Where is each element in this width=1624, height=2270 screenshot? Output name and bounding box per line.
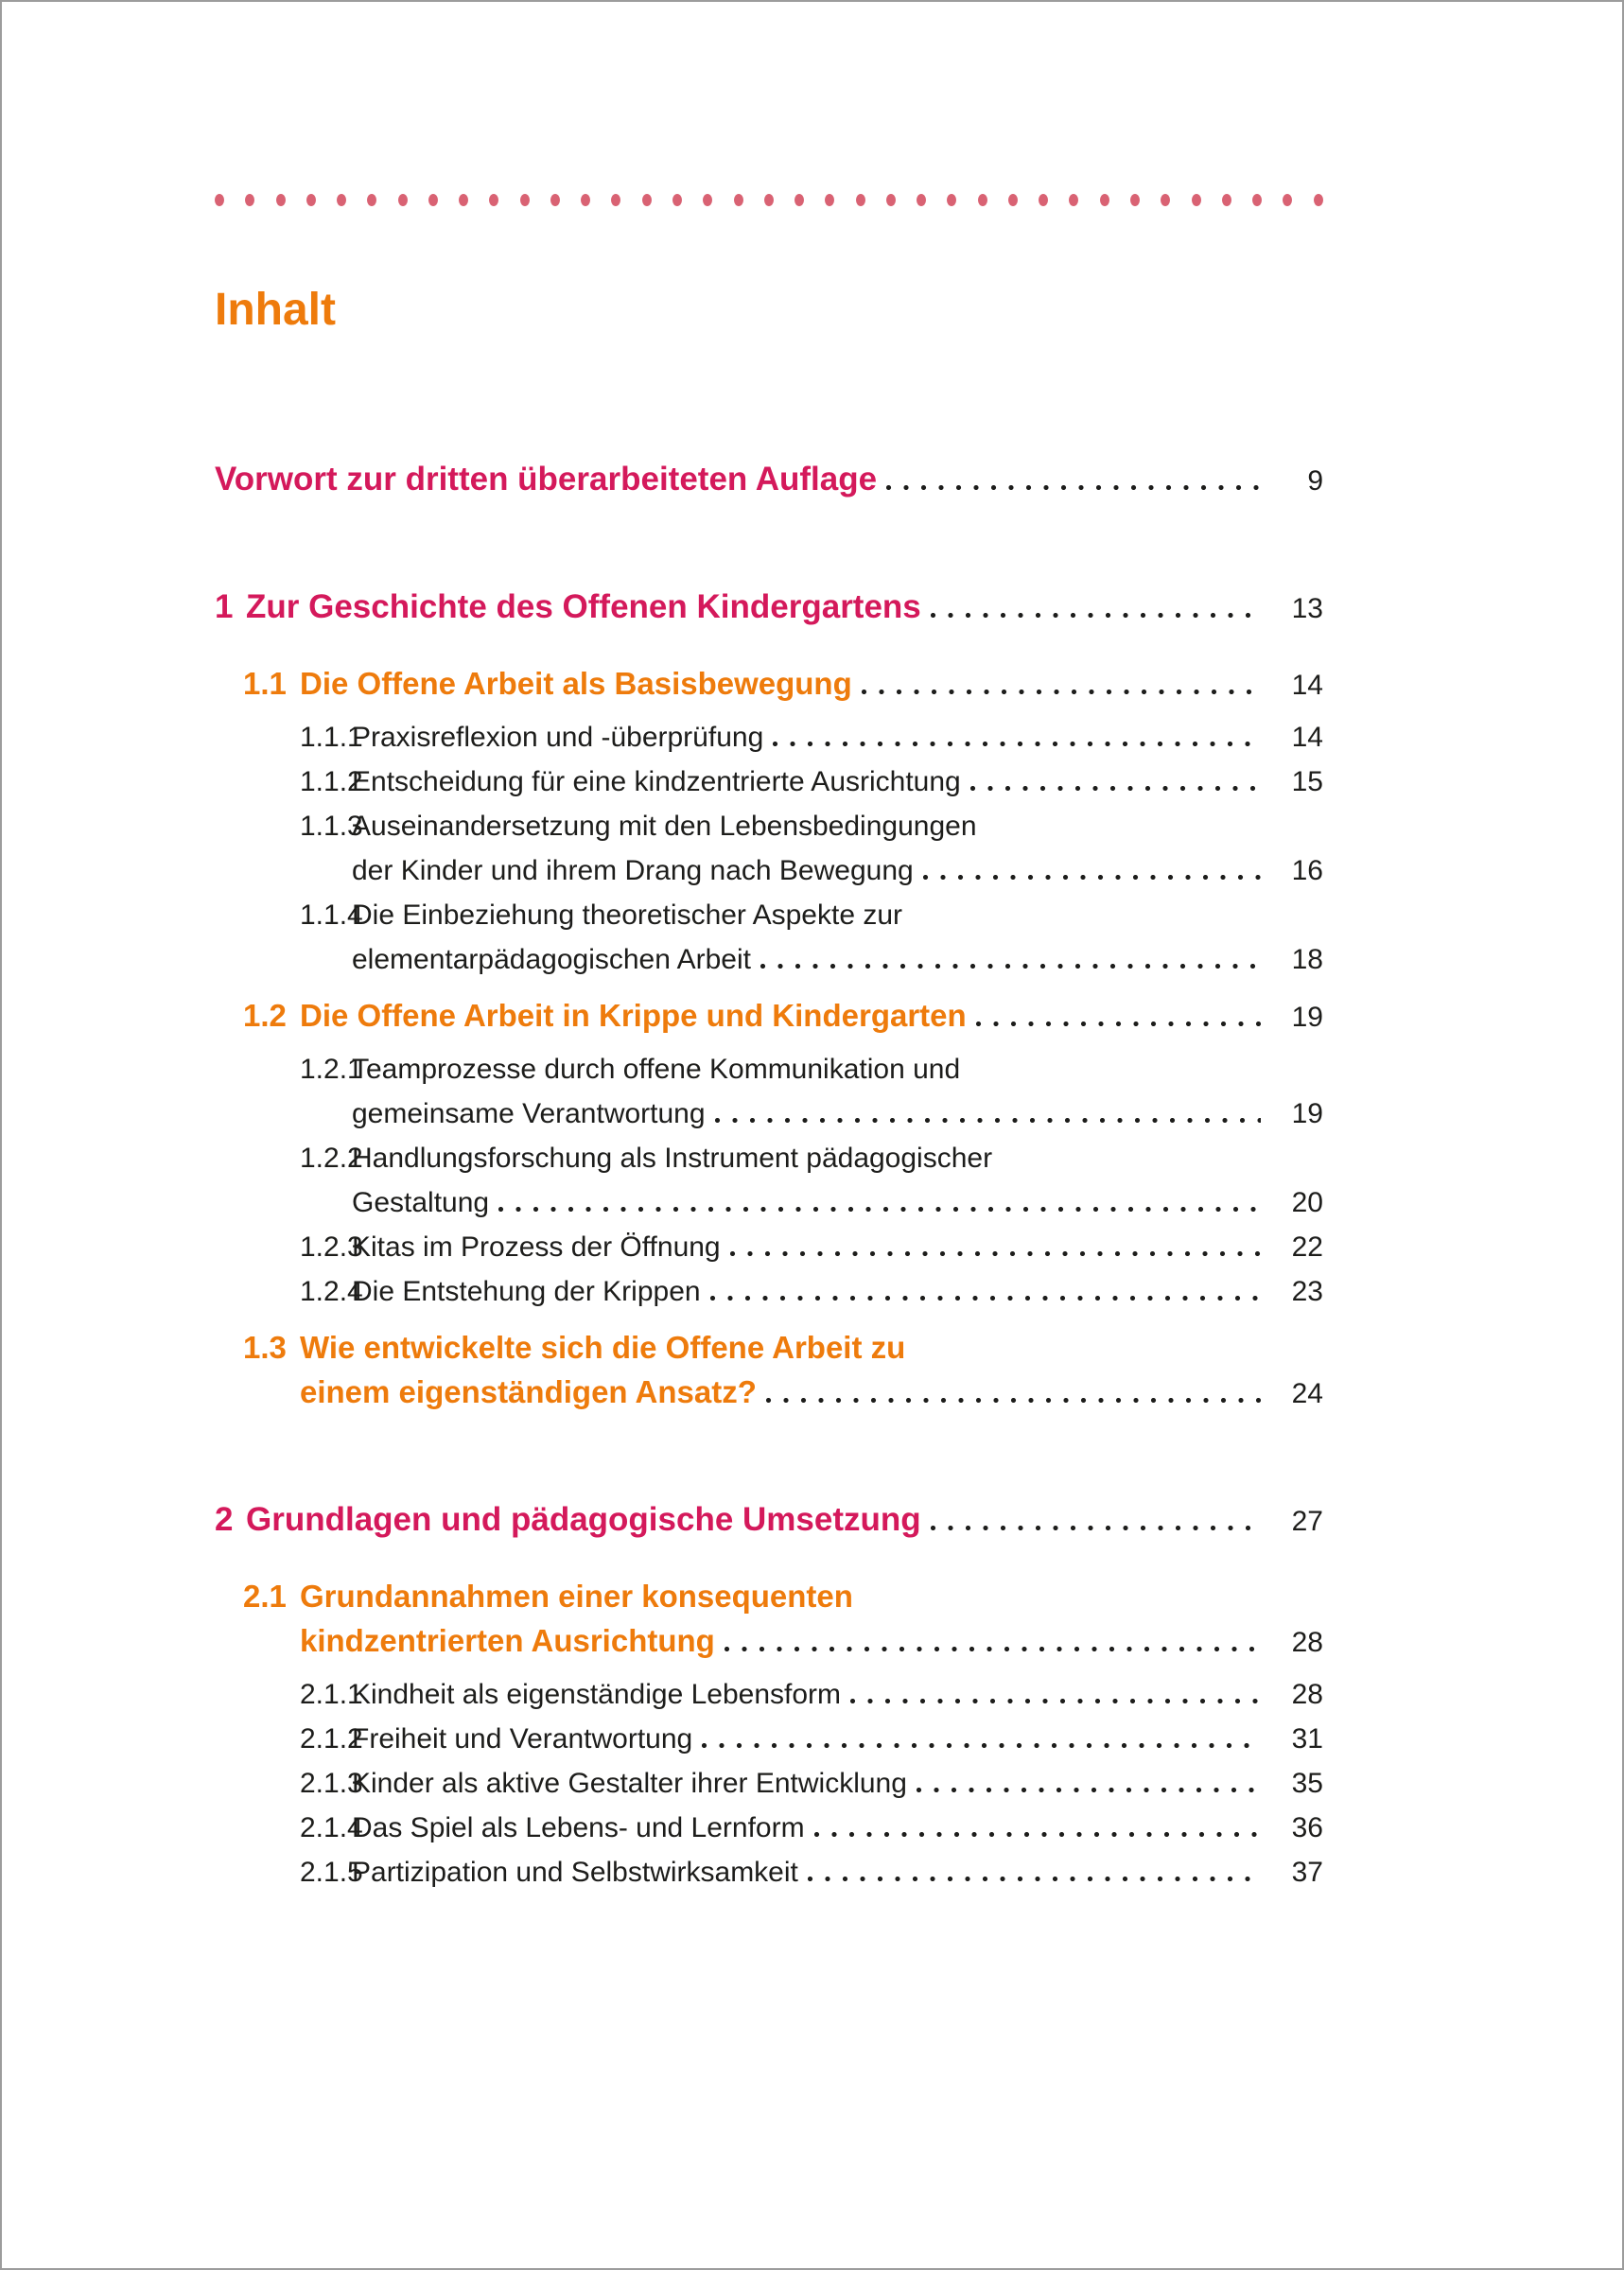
dot — [1252, 194, 1262, 206]
entry-title-line: elementarpädagogischen Arbeit — [352, 943, 751, 975]
entry-number: 1.1.2 — [300, 765, 363, 797]
entry-title-line: kindzentrierten Ausrichtung — [300, 1622, 715, 1658]
toc-entry — [215, 1269, 1323, 1314]
toc-entry — [215, 585, 1323, 631]
entry-title-line: gemeinsame Verantwortung — [352, 1097, 706, 1129]
dot — [642, 194, 652, 206]
entry-body — [352, 1850, 1323, 1895]
dot — [672, 194, 682, 206]
content-column — [215, 2, 1323, 1895]
entry-line — [352, 1717, 1323, 1761]
entry-title-line: Kinder als aktive Gestalter ihrer Entwicklung — [352, 1767, 907, 1799]
entry-body — [352, 1225, 1323, 1269]
entry-body — [352, 1806, 1323, 1850]
entry-page: 13 — [1291, 592, 1323, 624]
entry-title-line: Auseinandersetzung mit den Lebensbedingungen — [352, 810, 977, 842]
entry-title-line: Zur Geschichte des Offenen Kindergartens — [246, 587, 921, 625]
entry-number: 1.2.4 — [300, 1275, 363, 1307]
dot-leader — [808, 1877, 1261, 1881]
entry-number: 1.1.1 — [300, 721, 363, 753]
toc-entry — [215, 1047, 1323, 1136]
toc-entry — [215, 1136, 1323, 1225]
entry-page: 31 — [1291, 1722, 1323, 1755]
entry-number: 2.1.1 — [300, 1678, 363, 1710]
toc-entry — [215, 1806, 1323, 1850]
entry-page: 24 — [1291, 1377, 1323, 1409]
toc-entry — [215, 1574, 1323, 1665]
dot — [947, 194, 956, 206]
dot-leader — [814, 1832, 1261, 1837]
entry-title-line: Teamprozesse durch offene Kommunikation und — [352, 1053, 961, 1085]
toc-entry — [215, 1325, 1323, 1416]
entry-title-line: einem eigenständigen Ansatz? — [300, 1373, 757, 1409]
dot — [398, 194, 408, 206]
entry-line — [352, 893, 1323, 937]
entry-page: 36 — [1291, 1811, 1323, 1843]
dot-leader — [730, 1251, 1261, 1256]
entry-line — [352, 1761, 1323, 1806]
entry-title-line: Grundlagen und pädagogische Umsetzung — [246, 1500, 921, 1538]
entry-number: 2.1 — [243, 1578, 287, 1614]
toc-entry — [215, 993, 1323, 1039]
dot-leader — [970, 786, 1261, 791]
entry-line — [215, 457, 1323, 503]
dot — [581, 194, 590, 206]
dot — [1130, 194, 1140, 206]
dot-leader — [862, 690, 1261, 694]
entry-body — [215, 457, 1323, 503]
dot — [856, 194, 865, 206]
dot — [245, 194, 254, 206]
dot-leader — [923, 875, 1261, 880]
dot — [1008, 194, 1018, 206]
toc-entry — [215, 661, 1323, 707]
dot-leader — [498, 1207, 1261, 1212]
entry-body — [300, 661, 1323, 707]
entry-page: 15 — [1291, 765, 1323, 797]
entry-page: 37 — [1291, 1856, 1323, 1888]
dot — [1069, 194, 1078, 206]
dot-leader — [773, 742, 1261, 746]
entry-number: 1.2.2 — [300, 1142, 363, 1174]
entry-page: 18 — [1291, 943, 1323, 975]
entry-title-line: Grundannahmen einer konsequenten — [300, 1578, 853, 1614]
entry-number: 1.1.3 — [300, 810, 363, 842]
entry-line — [300, 993, 1323, 1039]
entry-body — [352, 760, 1323, 804]
dot — [703, 194, 712, 206]
entry-line — [300, 1618, 1323, 1665]
entry-title-line: Die Offene Arbeit in Krippe und Kindergarten — [300, 997, 967, 1033]
dot — [917, 194, 926, 206]
dot-leader — [931, 1526, 1261, 1530]
dot-leader — [710, 1296, 1261, 1301]
dot — [367, 194, 376, 206]
entry-page: 22 — [1291, 1231, 1323, 1263]
entry-title-line: Die Offene Arbeit als Basisbewegung — [300, 665, 852, 701]
entry-line — [352, 1269, 1323, 1314]
dot — [764, 194, 774, 206]
entry-title-line: Die Entstehung der Krippen — [352, 1275, 701, 1307]
entry-line — [352, 1672, 1323, 1717]
dot — [489, 194, 498, 206]
toc-entry — [215, 457, 1323, 503]
entry-number: 1.2 — [243, 997, 287, 1033]
entry-title-line: Vorwort zur dritten überarbeiteten Auflage — [215, 460, 878, 498]
entry-number: 2 — [215, 1500, 234, 1538]
entry-number: 2.1.5 — [300, 1856, 363, 1888]
entry-body — [300, 1574, 1323, 1665]
dot — [459, 194, 468, 206]
toc-entry — [215, 715, 1323, 760]
entry-line — [352, 804, 1323, 848]
dot — [734, 194, 743, 206]
page-title: Inhalt — [215, 285, 336, 335]
entry-number: 1 — [215, 587, 234, 625]
dot-leader — [760, 964, 1261, 969]
dot — [337, 194, 346, 206]
entry-title-line: Gestaltung — [352, 1186, 490, 1218]
entry-number: 1.2.1 — [300, 1053, 363, 1085]
entry-page: 23 — [1291, 1275, 1323, 1307]
entry-line — [300, 661, 1323, 707]
toc-entry — [215, 1672, 1323, 1717]
dot-leader — [766, 1398, 1261, 1403]
decorative-dots-row — [215, 194, 1323, 206]
entry-body — [246, 585, 1323, 631]
dot-leader — [702, 1743, 1261, 1748]
toc-entry — [215, 1225, 1323, 1269]
entry-line — [352, 937, 1323, 982]
dot-leader — [886, 485, 1261, 490]
entry-line — [246, 585, 1323, 631]
toc-entry — [215, 1497, 1323, 1544]
dot-leader — [715, 1118, 1261, 1123]
entry-title-line: der Kinder und ihrem Drang nach Bewegung — [352, 854, 914, 886]
entry-line — [352, 1047, 1323, 1091]
entry-title-line: Kitas im Prozess der Öffnung — [352, 1231, 721, 1263]
entry-body — [352, 715, 1323, 760]
dot — [306, 194, 316, 206]
entry-body — [352, 1672, 1323, 1717]
dot — [1192, 194, 1201, 206]
toc-entry — [215, 1761, 1323, 1806]
dot — [795, 194, 804, 206]
entry-page: 14 — [1291, 721, 1323, 753]
entry-line — [352, 848, 1323, 893]
entry-number: 1.1.4 — [300, 899, 363, 931]
entry-body — [352, 893, 1323, 982]
entry-title-line: Das Spiel als Lebens- und Lernform — [352, 1811, 805, 1843]
toc-entry — [215, 1717, 1323, 1761]
dot-leader — [917, 1788, 1261, 1792]
dot — [215, 194, 224, 206]
dot-leader — [850, 1699, 1261, 1703]
entry-body — [352, 1717, 1323, 1761]
entry-page: 27 — [1291, 1505, 1323, 1537]
toc-entry — [215, 760, 1323, 804]
entry-line — [352, 715, 1323, 760]
entry-page: 28 — [1291, 1678, 1323, 1710]
entry-page: 19 — [1291, 1097, 1323, 1129]
entry-page: 14 — [1291, 669, 1323, 701]
entry-body — [300, 1325, 1323, 1416]
entry-line — [352, 1806, 1323, 1850]
entry-line — [300, 1574, 1323, 1618]
toc-list — [215, 457, 1323, 1895]
dot — [428, 194, 438, 206]
dot — [978, 194, 987, 206]
entry-page: 9 — [1307, 464, 1323, 497]
entry-body — [352, 1269, 1323, 1314]
entry-page: 20 — [1291, 1186, 1323, 1218]
dot — [825, 194, 834, 206]
entry-line — [352, 1091, 1323, 1136]
entry-line — [352, 1180, 1323, 1225]
entry-line — [352, 1136, 1323, 1180]
dot — [1161, 194, 1170, 206]
dot-leader — [931, 613, 1261, 618]
dot — [1039, 194, 1048, 206]
entry-line — [246, 1497, 1323, 1544]
entry-line — [352, 1225, 1323, 1269]
entry-body — [352, 1761, 1323, 1806]
entry-line — [300, 1325, 1323, 1370]
dot-leader — [725, 1647, 1261, 1651]
toc-entry — [215, 804, 1323, 893]
entry-page: 28 — [1291, 1626, 1323, 1658]
dot — [276, 194, 286, 206]
entry-line — [300, 1370, 1323, 1416]
entry-number: 2.1.2 — [300, 1722, 363, 1755]
entry-title-line: Entscheidung für eine kindzentrierte Ausrichtung — [352, 765, 961, 797]
entry-page: 35 — [1291, 1767, 1323, 1799]
entry-line — [352, 760, 1323, 804]
entry-title-line: Handlungsforschung als Instrument pädagogischer — [352, 1142, 993, 1174]
entry-number: 2.1.4 — [300, 1811, 363, 1843]
toc-entry — [215, 1850, 1323, 1895]
entry-number: 2.1.3 — [300, 1767, 363, 1799]
entry-number: 1.3 — [243, 1329, 287, 1365]
dot-leader — [976, 1022, 1261, 1026]
entry-line — [352, 1850, 1323, 1895]
dot — [886, 194, 896, 206]
entry-body — [246, 1497, 1323, 1544]
entry-title-line: Kindheit als eigenständige Lebensform — [352, 1678, 842, 1710]
dot — [1222, 194, 1231, 206]
entry-title-line: Freiheit und Verantwortung — [352, 1722, 693, 1755]
entry-title-line: Wie entwickelte sich die Offene Arbeit zu — [300, 1329, 906, 1365]
entry-page: 19 — [1291, 1001, 1323, 1033]
dot — [1314, 194, 1323, 206]
dot — [520, 194, 530, 206]
entry-body — [352, 1136, 1323, 1225]
entry-body — [352, 1047, 1323, 1136]
entry-body — [300, 993, 1323, 1039]
entry-title-line: Die Einbeziehung theoretischer Aspekte zur — [352, 899, 903, 931]
dot — [1100, 194, 1109, 206]
entry-number: 1.1 — [243, 665, 287, 701]
entry-body — [352, 804, 1323, 893]
toc-entry — [215, 893, 1323, 982]
entry-page: 16 — [1291, 854, 1323, 886]
dot — [550, 194, 560, 206]
entry-title-line: Partizipation und Selbstwirksamkeit — [352, 1856, 798, 1888]
entry-title-line: Praxisreflexion und -überprüfung — [352, 721, 764, 753]
dot — [1283, 194, 1292, 206]
dot — [611, 194, 620, 206]
entry-number: 1.2.3 — [300, 1231, 363, 1263]
